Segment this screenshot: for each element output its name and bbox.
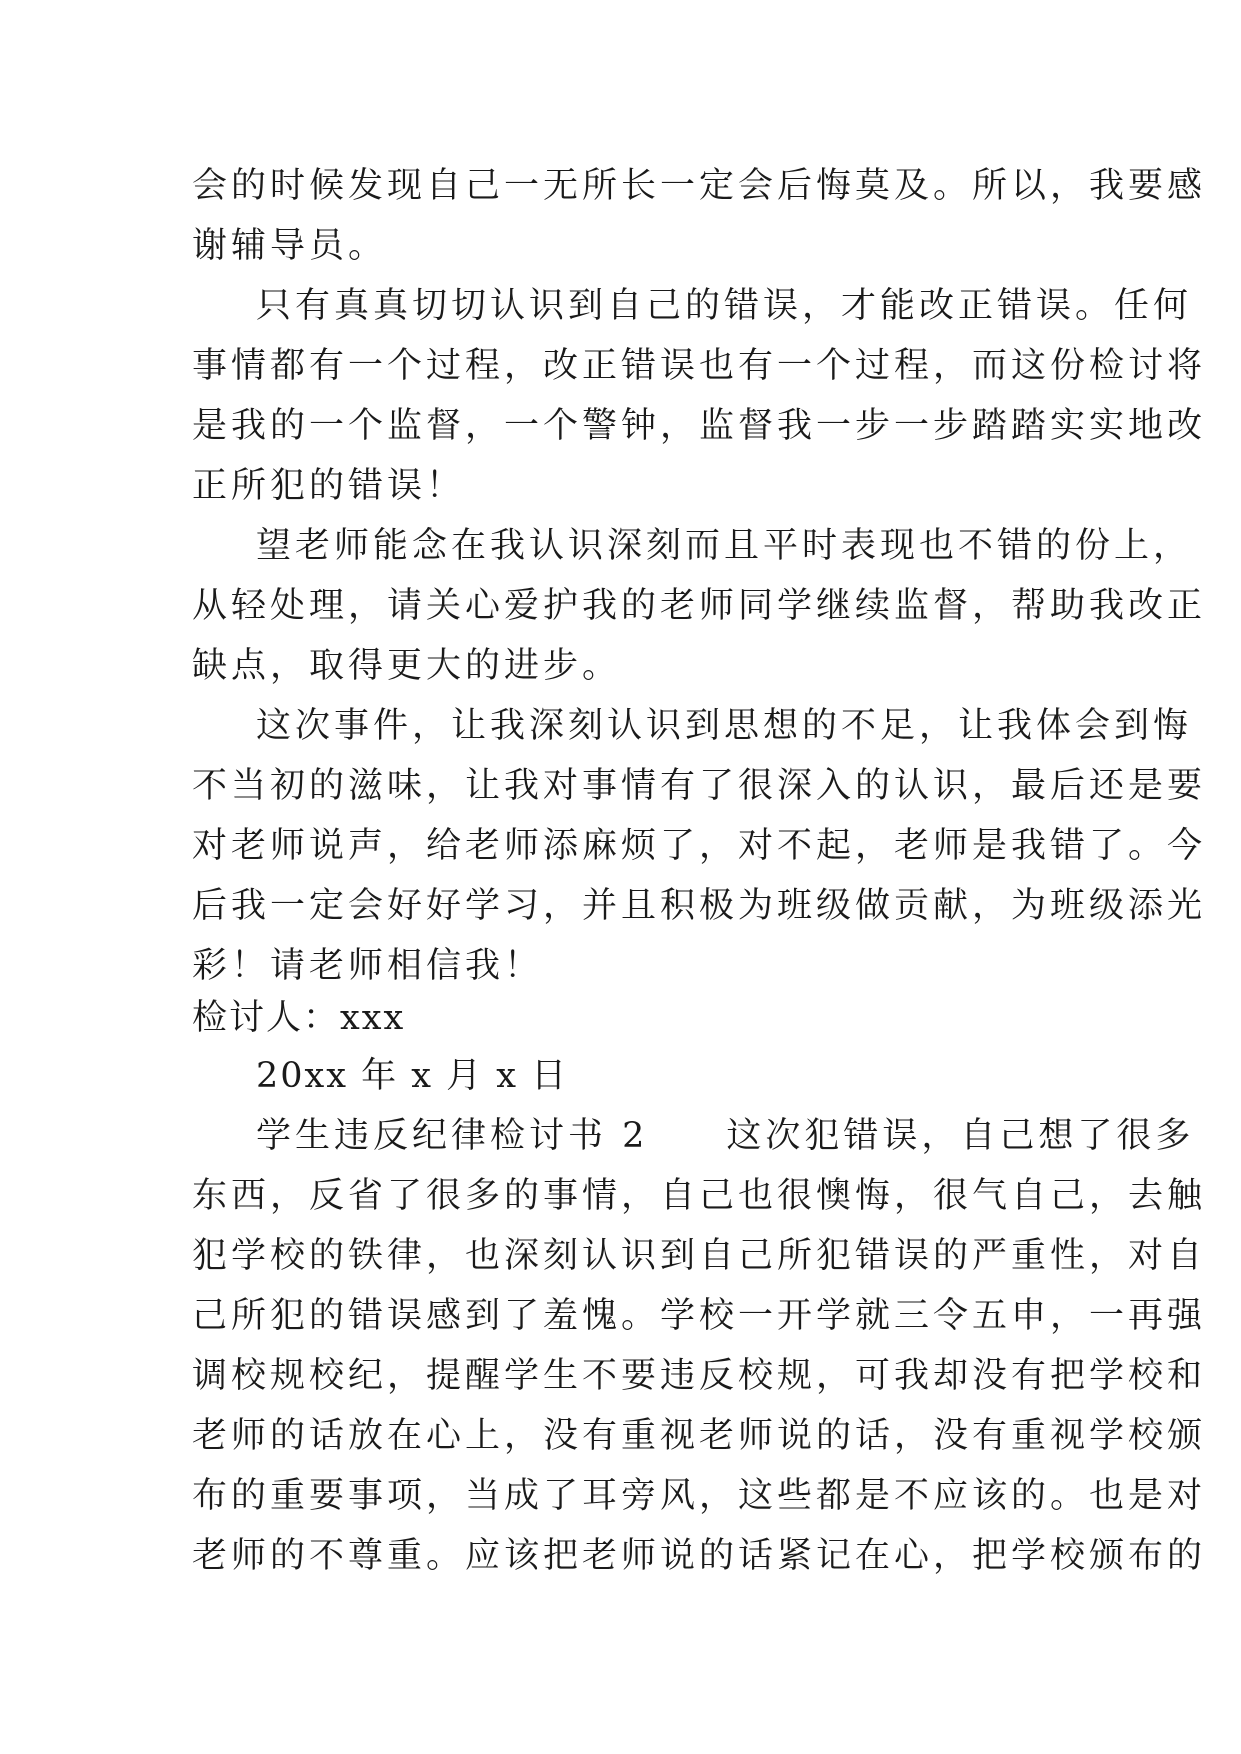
text-line: 调校规校纪，提醒学生不要违反校规，可我却没有把学校和 [192, 1356, 1207, 1396]
text-line: 彩！请老师相信我！ [192, 946, 544, 986]
signature-line: 检讨人：xxx [192, 998, 406, 1038]
text-line: 从轻处理，请关心爱护我的老师同学继续监督，帮助我改正 [192, 586, 1207, 626]
text-line: 犯学校的铁律，也深刻认识到自己所犯错误的严重性，对自 [192, 1236, 1207, 1276]
text-line: 事情都有一个过程，改正错误也有一个过程，而这份检讨将 [192, 346, 1207, 386]
date-line: 20xx 年 x 月 x 日 [256, 1056, 569, 1096]
text-line: 对老师说声，给老师添麻烦了，对不起，老师是我错了。今 [192, 826, 1207, 866]
section-heading-line: 学生违反纪律检讨书 2 这次犯错误，自己想了很多 [256, 1116, 1195, 1156]
text-line: 正所犯的错误！ [192, 466, 466, 506]
text-line: 后我一定会好好学习，并且积极为班级做贡献，为班级添光 [192, 886, 1207, 926]
paragraph-start: 望老师能念在我认识深刻而且平时表现也不错的份上， [256, 526, 1193, 566]
text-line: 谢辅导员。 [192, 226, 388, 266]
text-line: 老师的话放在心上，没有重视老师说的话，没有重视学校颁 [192, 1416, 1207, 1456]
text-line: 是我的一个监督，一个警钟，监督我一步一步踏踏实实地改 [192, 406, 1207, 446]
paragraph-start: 这次事件，让我深刻认识到思想的不足，让我体会到悔 [256, 706, 1193, 746]
paragraph-start: 只有真真切切认识到自己的错误，才能改正错误。任何 [256, 286, 1193, 326]
text-line: 会的时候发现自己一无所长一定会后悔莫及。所以，我要感 [192, 166, 1207, 206]
text-line: 东西，反省了很多的事情，自己也很懊悔，很气自己，去触 [192, 1176, 1207, 1216]
text-line: 己所犯的错误感到了羞愧。学校一开学就三令五申，一再强 [192, 1296, 1207, 1336]
text-line: 缺点，取得更大的进步。 [192, 646, 622, 686]
text-line: 布的重要事项，当成了耳旁风，这些都是不应该的。也是对 [192, 1476, 1207, 1516]
text-line: 不当初的滋味，让我对事情有了很深入的认识，最后还是要 [192, 766, 1207, 806]
text-line: 老师的不尊重。应该把老师说的话紧记在心，把学校颁布的 [192, 1536, 1207, 1576]
